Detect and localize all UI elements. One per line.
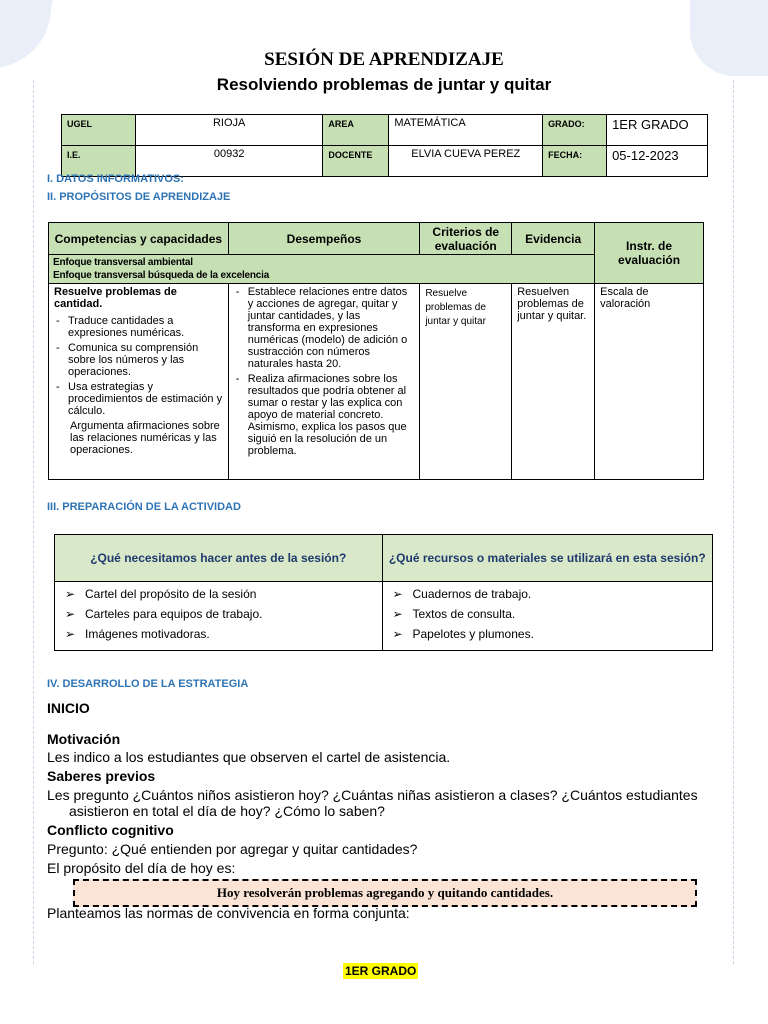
enfoque-ambiental: Enfoque transversal ambiental xyxy=(53,257,193,268)
section-datos-informativos: I. DATOS INFORMATIVOS: xyxy=(47,173,184,185)
inicio-heading: INICIO xyxy=(47,700,90,716)
enfoque-excelencia: Enfoque transversal búsqueda de la excelencia xyxy=(53,270,270,281)
capacidad-item: - Comunica su comprensión sobre los números y las operaciones. xyxy=(54,342,223,378)
section-preparacion: III. PREPARACIÓN DE LA ACTIVIDAD xyxy=(47,501,241,513)
ie-label: I.E. xyxy=(62,146,136,177)
antes-sesion-cell xyxy=(55,582,383,651)
desempeno-item: - Realiza afirmaciones sobre los resultados que podría obtener al sumar o restar y las explica con apoyo de material concreto. Asimismo, explica los pasos que siguió en la resolución de un problema. xyxy=(234,373,415,457)
evidencia-cell: Resuelven problemas de juntar y quitar. xyxy=(512,284,595,480)
saberes-text-line1: Les pregunto ¿Cuántos niños asistieron hoy? ¿Cuántas niñas asistieron a clases? ¿Cuántos estudiantes xyxy=(47,787,698,803)
capacidad-argumenta: Argumenta afirmaciones sobre las relaciones numéricas y las operaciones. xyxy=(70,420,220,456)
saberes-text-line2: asistieron en total el día de hoy? ¿Cómo lo saben? xyxy=(69,803,385,819)
criterio-cell: Resuelve problemas de juntar y quitar xyxy=(420,284,512,480)
saberes-heading: Saberes previos xyxy=(47,768,156,784)
proposito-box: Hoy resolverán problemas agregando y quitando cantidades. xyxy=(73,879,697,907)
grado-value: 1ER GRADO xyxy=(607,115,708,146)
docente-value: ELVIA CUEVA PEREZ xyxy=(389,146,543,177)
footer-grade: 1ER GRADO xyxy=(345,964,417,978)
header-criterios: Criterios de evaluación xyxy=(420,223,512,255)
conflicto-heading: Conflicto cognitivo xyxy=(47,822,174,838)
competencias-cell xyxy=(49,284,229,480)
section-desarrollo: IV. DESARROLLO DE LA ESTRATEGIA xyxy=(47,678,249,690)
list-item: ➢ Textos de consulta. xyxy=(389,606,707,626)
page-margin-guide-left xyxy=(33,80,34,964)
document-title: SESIÓN DE APRENDIZAJE xyxy=(264,49,504,70)
instrumento-cell: Escala de valoración xyxy=(595,284,704,480)
list-item: ➢ Imágenes motivadoras. xyxy=(61,626,376,646)
recursos-cell xyxy=(382,582,713,651)
list-item: ➢ Papelotes y plumones. xyxy=(389,626,707,646)
list-item: ➢ Cuadernos de trabajo. xyxy=(389,586,707,606)
motivacion-heading: Motivación xyxy=(47,731,121,747)
recursos-list xyxy=(389,586,707,646)
conflicto-text: Pregunto: ¿Qué entienden por agregar y quitar cantidades? xyxy=(47,841,418,857)
area-label: AREA xyxy=(323,115,389,146)
capacidades-list xyxy=(54,315,223,417)
header-competencias: Competencias y capacidades xyxy=(49,223,229,255)
normas-text: Planteamos las normas de convivencia en forma conjunta: xyxy=(47,905,410,921)
proposito-intro: El propósito del día de hoy es: xyxy=(47,860,236,876)
list-item: ➢ Carteles para equipos de trabajo. xyxy=(61,606,376,626)
capacidad-item: - Traduce cantidades a expresiones numéricas. xyxy=(54,315,223,339)
antes-sesion-list xyxy=(61,586,376,646)
competencia-title: Resuelve problemas de cantidad. xyxy=(54,286,177,310)
motivacion-text: Les indico a los estudiantes que observen el cartel de asistencia. xyxy=(47,749,451,765)
competencias-table xyxy=(48,222,704,480)
fecha-value: 05-12-2023 xyxy=(607,146,708,177)
enfoques-row xyxy=(49,255,595,284)
preparacion-table xyxy=(54,534,713,651)
docente-label: DOCENTE xyxy=(323,146,389,177)
header-evidencia: Evidencia xyxy=(512,223,595,255)
header-antes-sesion: ¿Qué necesitamos hacer antes de la sesión? xyxy=(55,535,383,582)
capacidad-item: - Usa estrategias y procedimientos de estimación y cálculo. xyxy=(54,381,223,417)
ie-value: 00932 xyxy=(135,146,323,177)
area-value: MATEMÁTICA xyxy=(389,115,543,146)
desempenos-cell xyxy=(228,284,420,480)
header-instrumento: Instr. de evaluación xyxy=(595,223,704,284)
fecha-label: FECHA: xyxy=(543,146,607,177)
header-desempenos: Desempeños xyxy=(228,223,420,255)
desempenos-list xyxy=(234,286,415,457)
section-propositos: II. PROPÓSITOS DE APRENDIZAJE xyxy=(47,191,231,203)
document-subtitle: Resolviendo problemas de juntar y quitar xyxy=(216,75,552,94)
ugel-label: UGEL xyxy=(62,115,136,146)
header-recursos: ¿Qué recursos o materiales se utilizará en esta sesión? xyxy=(382,535,713,582)
info-table xyxy=(61,114,708,177)
grado-label: GRADO: xyxy=(543,115,607,146)
page-margin-guide-right xyxy=(733,80,734,964)
list-item: ➢ Cartel del propósito de la sesión xyxy=(61,586,376,606)
ugel-value: RIOJA xyxy=(135,115,323,146)
desempeno-item: - Establece relaciones entre datos y acciones de agregar, quitar y juntar cantidades, y las transforma en expresiones numéricas (modelo) de adición o sustracción con números naturales hasta 20. xyxy=(234,286,415,370)
